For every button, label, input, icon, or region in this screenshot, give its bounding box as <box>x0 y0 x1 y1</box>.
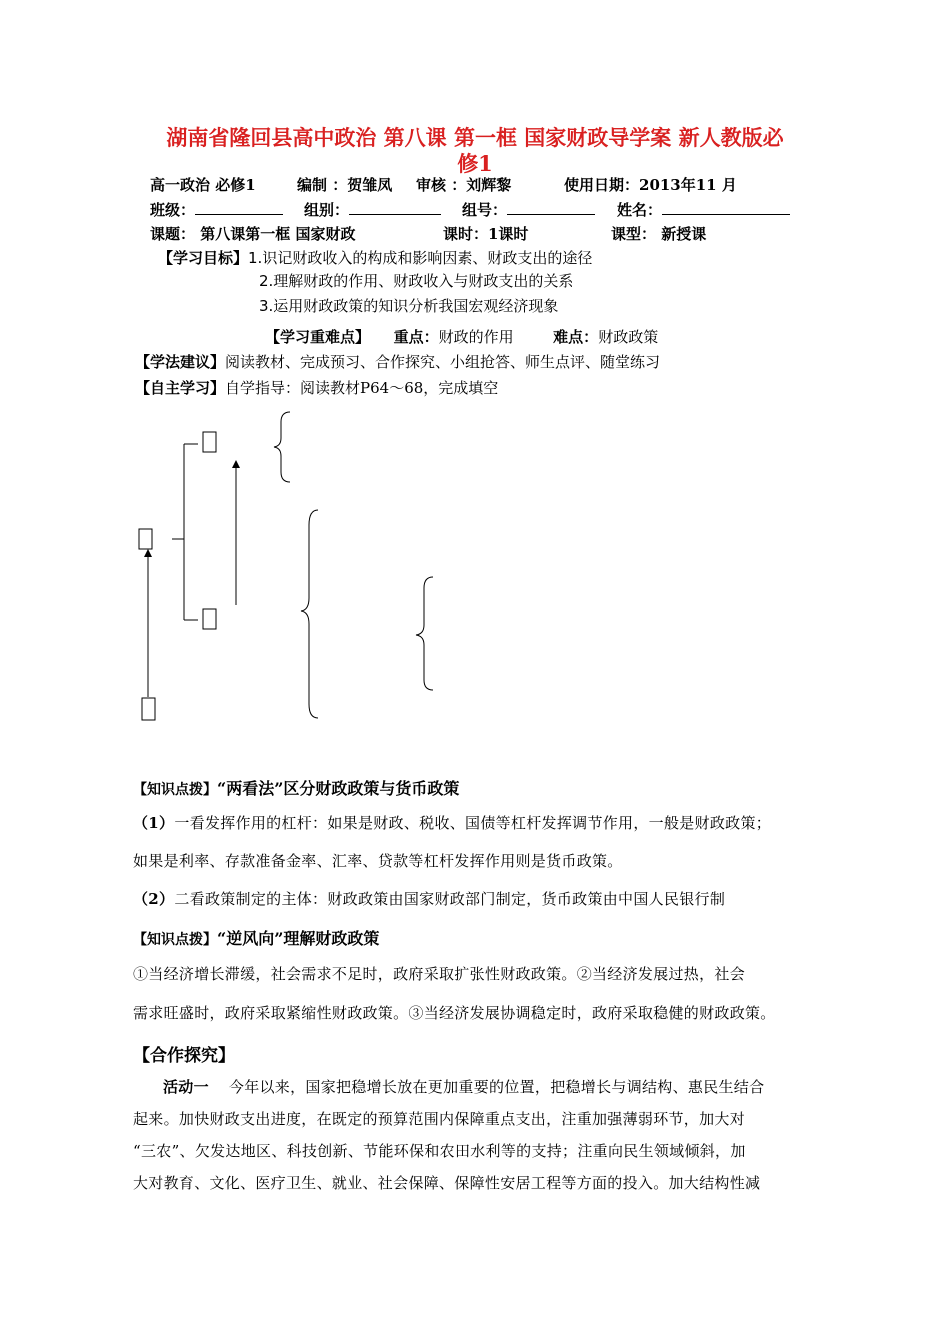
hard-text: 财政政策 <box>598 328 659 346</box>
reviewer-label: 审核 ：刘辉黎 <box>416 176 512 194</box>
lesson-topic: 课题： 第八课第一框 国家财政 <box>150 225 356 243</box>
lesson-hours: 课时：1课时 <box>443 225 529 243</box>
coop-heading: 【合作探究】 <box>133 1046 235 1066</box>
key-label: 重点： <box>393 328 439 346</box>
blank-box-revenue[interactable] <box>203 609 216 629</box>
tip1-label: 【知识点拨】 <box>133 782 217 798</box>
coop-line-2: 起来。加快财政支出进度，在既定的预算范围内保障重点支出，注重加强薄弱环节，加大对 <box>133 1110 746 1128</box>
group-label: 组别： <box>304 201 350 219</box>
course-label: 高一政治 必修1 <box>150 176 256 194</box>
tip1-heading <box>133 776 459 799</box>
editor-label: 编制 ：贺雏凤 <box>297 176 393 194</box>
tip2-text-a: ①当经济增长滞缓，社会需求不足时，政府采取扩张性财政政策。②当经济发展过热，社会 <box>133 965 746 983</box>
keypoints-label: 【学习重难点】 <box>265 328 371 346</box>
tip1-title: “两看法”区分财政政策与货币政策 <box>217 779 460 798</box>
lesson-type: 课型： 新授课 <box>611 225 707 243</box>
goal-item-1: 1.识记财政收入的构成和影响因素、财政支出的途径 <box>248 249 593 267</box>
document-title-line2: 修1 <box>457 151 493 176</box>
self-study-label: 【自主学习】 <box>135 379 226 397</box>
goal-item-2: 2.理解财政的作用、财政收入与财政支出的关系 <box>259 272 574 290</box>
tip2-text-b: 需求旺盛时，政府采取紧缩性财政政策。③当经济发展协调稳定时，政府采取稳健的财政政策。 <box>133 1004 776 1022</box>
document-title-line1: 湖南省隆回县高中政治 第八课 第一框 国家财政导学案 新人教版必 <box>166 125 784 150</box>
key-text: 财政的作用 <box>438 328 514 346</box>
coop-line-1 <box>163 1077 764 1097</box>
brace-revenue <box>301 510 318 718</box>
tip2-heading <box>133 926 379 949</box>
name-label: 姓名： <box>617 201 663 219</box>
hard-label: 难点： <box>553 328 599 346</box>
tip2-label: 【知识点拨】 <box>133 932 217 948</box>
brace-expenditure <box>274 412 290 482</box>
method-text: 阅读教材、完成预习、合作探究、小组抢答、师生点评、随堂练习 <box>225 353 661 371</box>
tip1-p1-text-a: 一看发挥作用的杠杆：如果是财政、税收、国债等杠杆发挥调节作用，一般是财政政策； <box>174 814 772 832</box>
activity-label: 活动一 <box>163 1078 209 1096</box>
coop-line-1-text: 今年以来，国家把稳增长放在更加重要的位置，把稳增长与调结构、惠民生结合 <box>228 1078 765 1096</box>
tip1-p1-number: （1） <box>133 814 175 832</box>
coop-line-3: “三农”、欠发达地区、科技创新、节能环保和农田水利等的支持；注重向民生领域倾斜，加 <box>133 1142 746 1160</box>
tip1-p2-number: （2） <box>133 890 175 908</box>
tip1-p1-text-b: 如果是利率、存款准备金率、汇率、贷款等杠杆发挥作用则是货币政策。 <box>133 852 623 870</box>
self-study-text: 自学指导：阅读教材P64～68，完成填空 <box>225 379 499 397</box>
method-label: 【学法建议】 <box>135 353 226 371</box>
blank-box-economy[interactable] <box>142 698 155 720</box>
goals-label: 【学习目标】 <box>158 249 249 267</box>
date-label: 使用日期：2013年11 月 <box>564 176 737 194</box>
tip1-para1-line1 <box>133 813 771 833</box>
number-label: 组号： <box>462 201 508 219</box>
class-label: 班级： <box>150 201 196 219</box>
goal-item-3: 3.运用财政政策的知识分析我国宏观经济现象 <box>259 297 559 315</box>
blank-box-finance[interactable] <box>139 529 152 549</box>
coop-line-4: 大对教育、文化、医疗卫生、就业、社会保障、保障性安居工程等方面的投入。加大结构性减 <box>133 1174 761 1192</box>
blank-box-expenditure[interactable] <box>203 432 216 452</box>
tip1-para2 <box>133 889 725 909</box>
tip2-title: “逆风向”理解财政政策 <box>217 929 380 948</box>
tip1-p2-text: 二看政策制定的主体：财政政策由国家财政部门制定，货币政策由中国人民银行制 <box>174 890 726 908</box>
brace-revenue-sub <box>416 577 433 690</box>
